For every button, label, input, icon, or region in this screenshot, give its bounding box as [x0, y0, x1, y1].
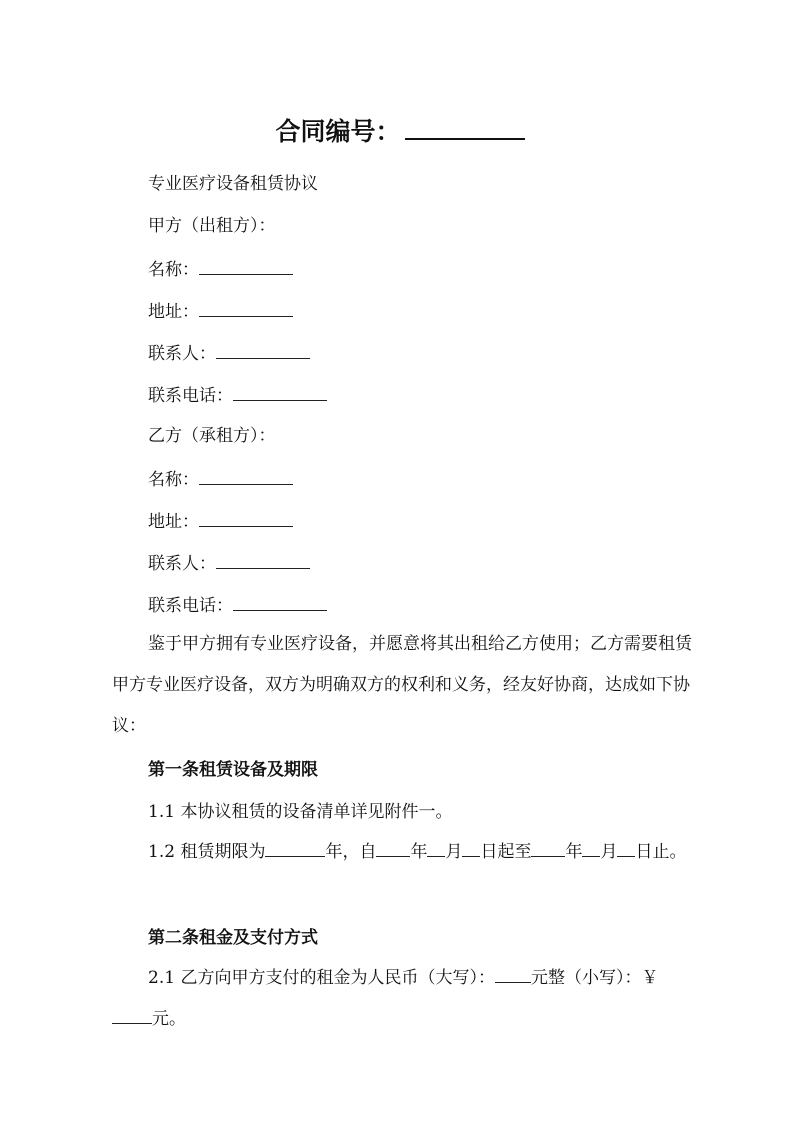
end-year-blank [531, 838, 565, 857]
party-b-phone-label: 联系电话： [148, 596, 233, 616]
preamble-paragraph [112, 624, 692, 747]
party-b-address-row [148, 508, 293, 534]
start-year-blank [376, 838, 410, 857]
lease-years-blank [265, 838, 325, 857]
party-b-address-label: 地址： [148, 512, 199, 532]
article-2-title: 第二条租金及支付方式 [148, 928, 318, 948]
party-b-name-row [148, 466, 293, 492]
end-month-blank [582, 838, 600, 857]
clause-1-2-text-3: 年 [410, 842, 428, 862]
party-a-label: 甲方（出租方）： [148, 216, 276, 236]
party-a-name-row [148, 256, 293, 282]
article-1-title: 第一条租赁设备及期限 [148, 760, 318, 780]
clause-1-2-text-4: 月 [445, 842, 463, 862]
party-b-name-blank [199, 466, 293, 485]
clause-1-1: 1.1 本协议租赁的设备清单详见附件一。 [148, 802, 453, 822]
clause-1-2-text-8: 日止。 [635, 842, 687, 862]
party-a-address-row [148, 298, 293, 324]
agreement-heading: 专业医疗设备租赁协议 [148, 174, 318, 194]
party-a-phone-label: 联系电话： [148, 386, 233, 406]
party-a-contact-blank [216, 340, 310, 359]
party-b-phone-blank [233, 592, 327, 611]
party-a-address-label: 地址： [148, 302, 199, 322]
rent-numeric-blank [112, 1005, 152, 1024]
party-a-phone-blank [233, 382, 327, 401]
start-month-blank [427, 838, 445, 857]
party-b-name-label: 名称： [148, 470, 199, 490]
end-day-blank [617, 838, 635, 857]
party-a-address-blank [199, 298, 293, 317]
clause-2-1-text-3: 元。 [152, 1009, 186, 1029]
clause-2-1-text-1: 2.1 乙方向甲方支付的租金为人民币（大写）： [148, 968, 495, 988]
party-b-address-blank [199, 508, 293, 527]
party-b-contact-row [148, 550, 310, 576]
contract-number-title [0, 112, 800, 150]
rent-uppercase-blank [495, 964, 531, 983]
contract-number-label: 合同编号： [275, 117, 401, 146]
start-day-blank [462, 838, 480, 857]
party-a-contact-row [148, 340, 310, 366]
clause-1-2-text-7: 月 [600, 842, 618, 862]
party-b-contact-label: 联系人： [148, 554, 216, 574]
preamble-text: 鉴于甲方拥有专业医疗设备，并愿意将其出租给乙方使用；乙方需要租赁甲方专业医疗设备，双方为明确双方的权利和义务，经友好协商，达成如下协议： [112, 634, 692, 736]
clause-1-2-text-2: 年，自 [325, 842, 377, 862]
clause-2-1-text-2: 元整（小写）：￥ [530, 968, 659, 988]
contract-number-blank [405, 112, 525, 140]
party-a-contact-label: 联系人： [148, 344, 216, 364]
clause-2-1 [112, 958, 692, 1040]
party-a-name-blank [199, 256, 293, 275]
party-b-contact-blank [216, 550, 310, 569]
clause-1-2-text-1: 1.2 租赁期限为 [148, 842, 266, 862]
party-a-name-label: 名称： [148, 260, 199, 280]
clause-1-2-text-5: 日起至 [480, 842, 532, 862]
party-a-phone-row [148, 382, 327, 408]
clause-1-2-text-6: 年 [565, 842, 583, 862]
clause-1-2 [112, 832, 692, 873]
party-b-phone-row [148, 592, 327, 618]
party-b-label: 乙方（承租方）： [148, 426, 276, 446]
